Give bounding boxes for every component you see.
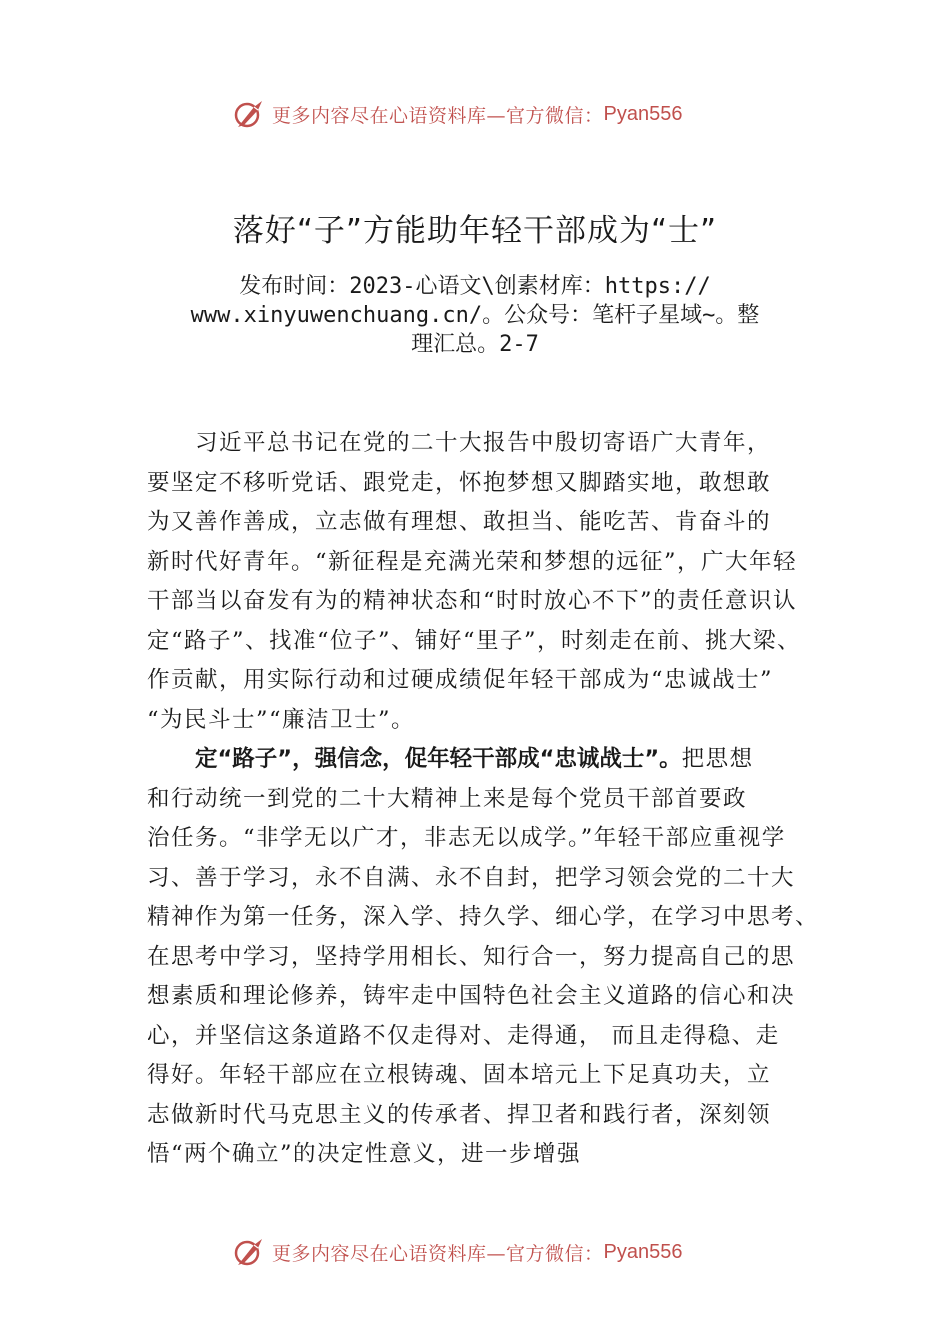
paragraph-line: 想素质和理论修养，铸牢走中国特色社会主义道路的信心和决 [147, 983, 796, 1009]
paragraph-line: 精神作为第一任务，深入学、持久学、细心学，在学习中思考、 [147, 904, 820, 930]
paragraph-line: 为又善作善成，立志做有理想、敢担当、能吃苦、肯奋斗的 [147, 509, 772, 535]
banner-text: 更多内容尽在心语资料库—官方微信： [272, 104, 604, 127]
paragraph-text: 把思想 [681, 746, 754, 772]
article-body [147, 424, 827, 1175]
publish-info-line: 理汇总。2-7 [411, 332, 539, 357]
paragraph-line: 在思考中学习，坚持学用相长、知行合一，努力提高自己的思 [147, 943, 796, 970]
footer-banner [232, 1234, 682, 1270]
publish-info [170, 272, 780, 359]
paragraph-line: 新时代好青年。“新征程是充满光荣和梦想的远征”，广大年轻 [147, 548, 798, 575]
quill-pen-logo-icon [232, 97, 266, 131]
paragraph-line: 习、善于学习，永不自满、永不自封，把学习领会党的二十大 [147, 864, 796, 891]
paragraph-line: 定“路子”、找准“位子”、铺好“里子”，时刻走在前、挑大梁、 [147, 627, 802, 654]
publish-info-line: 发布时间：2023-心语文\创素材库：https:// [239, 274, 711, 299]
paragraph-line: 作贡献，用实际行动和过硬成绩促年轻干部成为“忠诚战士” [147, 667, 774, 693]
paragraph-line: 和行动统一到党的二十大精神上来是每个党员干部首要政 [147, 785, 748, 812]
paragraph-line: 治任务。“非学无以广才，非志无以成学。”年轻干部应重视学 [147, 825, 786, 851]
paragraph-line: “为民斗士”“廉洁卫士”。 [147, 706, 416, 733]
paragraph-line: 心，并坚信这条道路不仅走得对、走得通， 而且走得稳、走 [147, 1022, 780, 1049]
paragraph-line: 志做新时代马克思主义的传承者、捍卫者和践行者，深刻领 [147, 1101, 772, 1128]
section-heading-line [147, 740, 827, 780]
paragraph-line: 干部当以奋发有为的精神状态和“时时放心不下”的责任意识认 [147, 588, 798, 614]
section-heading: 定“路子”，强信念，促年轻干部成“忠诚战士”。 [195, 746, 682, 772]
banner-text: 更多内容尽在心语资料库—官方微信： [272, 1242, 604, 1265]
article-title: 落好“子”方能助年轻干部成为“士” [232, 213, 718, 249]
paragraph-line: 要坚定不移听党话、跟党走，怀抱梦想又脚踏实地，敢想敢 [147, 469, 772, 496]
header-banner [232, 96, 682, 132]
paragraph-line: 习近平总书记在党的二十大报告中殷切寄语广大青年， [195, 430, 772, 456]
paragraph-line: 悟“两个确立”的决定性意义，进一步增强 [147, 1141, 582, 1167]
paragraph-line: 得好。年轻干部应在立根铸魂、固本培元上下足真功夫，立 [147, 1062, 772, 1088]
publish-info-line: www.xinyuwenchuang.cn/。公众号：笔杆子星域~。整 [190, 303, 760, 328]
banner-wechat-id: Pyan556 [603, 1240, 683, 1263]
banner-wechat-id: Pyan556 [603, 102, 683, 125]
quill-pen-logo-icon [232, 1235, 266, 1269]
